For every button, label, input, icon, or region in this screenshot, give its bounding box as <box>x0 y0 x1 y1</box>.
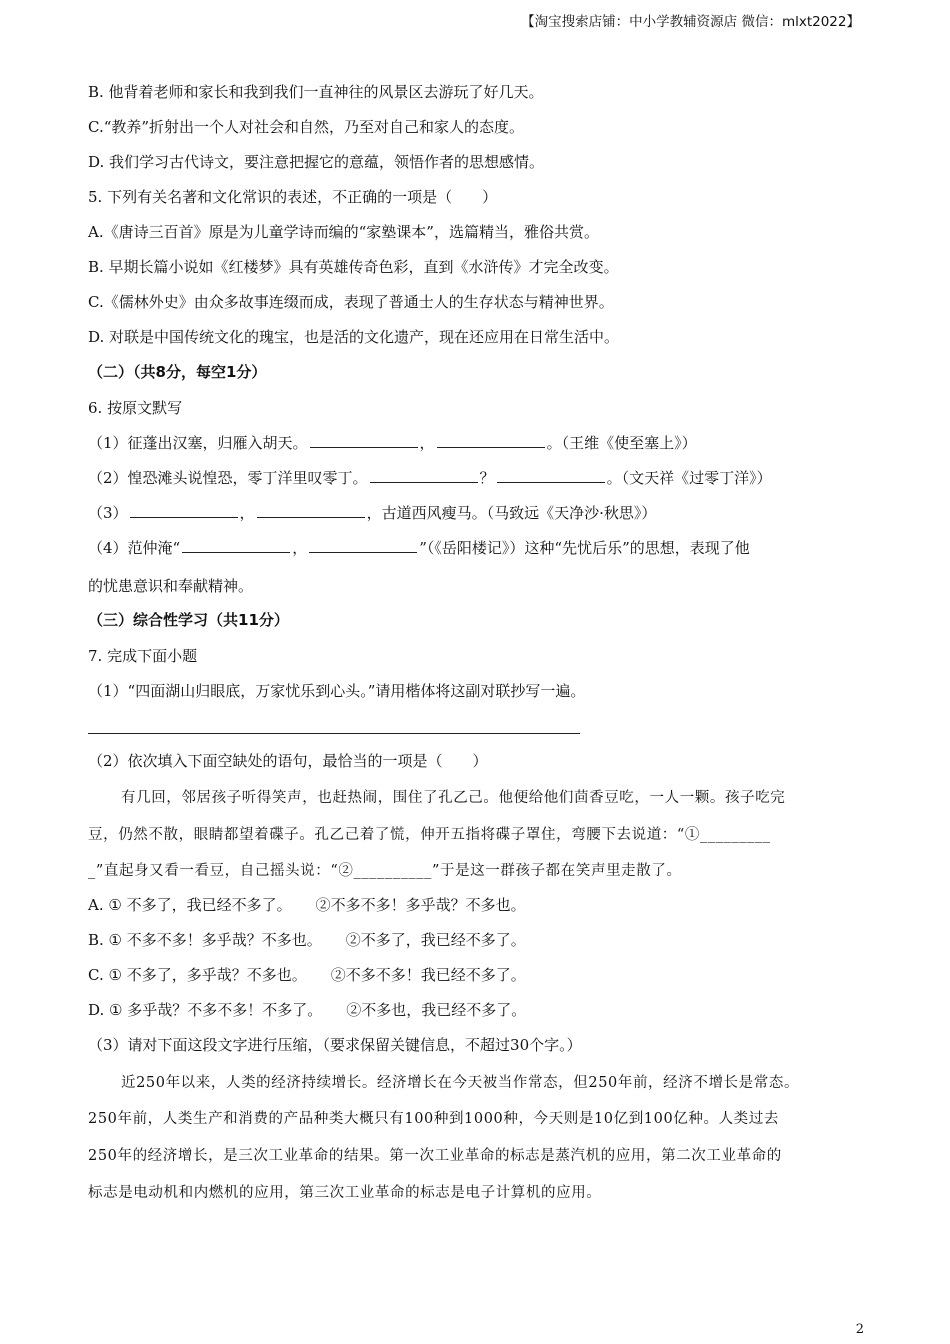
option-b-part2: ②不多了，我已经不多了。 <box>345 931 526 949</box>
fill-blank[interactable] <box>310 433 418 448</box>
q6-line-3-sep: ， <box>239 504 255 522</box>
q6-line-1-source: 。（王维《使至塞上》） <box>546 434 697 452</box>
q4-option-d: D. 我们学习古代诗文，要注意把握它的意蕴，领悟作者的思想感情。 <box>88 153 545 171</box>
q7-stem: 7. 完成下面小题 <box>88 647 198 665</box>
q6-line-2-text: （2）惶恐滩头说惶恐，零丁洋里叹零丁。 <box>88 469 368 487</box>
fill-blank[interactable] <box>130 503 238 518</box>
q7-option-b <box>88 930 526 950</box>
q5-option-a: A.《唐诗三百首》原是为儿童学诗而编的“家塾课本”，选篇精当，雅俗共赏。 <box>88 223 599 241</box>
q6-line-1-text: （1）征蓬出汉塞，归雁入胡天。 <box>88 434 308 452</box>
q6-line-4 <box>88 538 750 558</box>
q5-option-d: D. 对联是中国传统文化的瑰宝，也是活的文化遗产，现在还应用在日常生活中。 <box>88 328 620 346</box>
q5-option-c: C.《儒林外史》由众多故事连缀而成，表现了普通士人的生存状态与精神世界。 <box>88 293 614 311</box>
option-a-part1: A. ① 不多了，我已经不多了。 <box>88 896 292 914</box>
fill-blank[interactable] <box>370 468 478 483</box>
fill-blank[interactable] <box>437 433 545 448</box>
q7-part2: （2）依次填入下面空缺处的语句，最恰当的一项是（ ） <box>88 752 488 770</box>
q6-line-4-sep: ， <box>292 539 308 557</box>
fill-blank[interactable] <box>257 503 365 518</box>
q7-part1: （1）“四面湖山归眼底，万家忧乐到心头。”请用楷体将这副对联抄写一遍。 <box>88 682 586 700</box>
q4-option-b: B. 他背着老师和家长和我到我们一直神往的风景区去游玩了好几天。 <box>88 83 544 101</box>
q6-line-1 <box>88 433 697 453</box>
page-number: 2 <box>855 1322 864 1337</box>
passage-line: 250年的经济增长，是三次工业革命的结果。第一次工业革命的标志是蒸汽机的应用，第二次工业革命的 <box>88 1148 782 1164</box>
passage-line: 250年前，人类生产和消费的产品种类大概只有100种到1000种，今天则是10亿到100亿种。人类过去 <box>88 1111 779 1127</box>
q6-line-1-sep: ， <box>419 434 435 452</box>
passage-line: 豆，仍然不散，眼睛都望着碟子。孔乙己着了慌，伸开五指将碟子罩住，弯腰下去说道：“①_________ <box>88 827 771 843</box>
option-d-part1: D. ① 多乎哉？不多不多！不多了。 <box>88 1001 323 1019</box>
passage-line: 有几回，邻居孩子听得笑声，也赶热闹，围住了孔乙己。他便给他们茴香豆吃，一人一颗。孩子吃完 <box>121 790 786 806</box>
q6-line-3-source: ，古道西风瘦马。（马致远《天净沙·秋思》） <box>366 504 657 522</box>
q4-option-c: C.“教养”折射出一个人对社会和自然，乃至对自己和家人的态度。 <box>88 118 525 136</box>
q6-line-2 <box>88 468 772 488</box>
q7-part3: （3）请对下面这段文字进行压缩，（要求保留关键信息，不超过30个字。） <box>88 1036 582 1054</box>
option-c-part1: C. ① 不多了，多乎哉？不多也。 <box>88 966 307 984</box>
q5-option-b: B. 早期长篇小说如《红楼梦》具有英雄传奇色彩，直到《水浒传》才完全改变。 <box>88 258 619 276</box>
passage-line: _”直起身又看一看豆，自己摇头说：“②__________”于是这一群孩子都在笑声里走散了。 <box>88 863 682 879</box>
q6-line-3-text: （3） <box>88 504 128 522</box>
fill-blank[interactable] <box>182 538 290 553</box>
option-a-part2: ②不多不多！多乎哉？不多也。 <box>315 896 526 914</box>
option-c-part2: ②不多不多！我已经不多了。 <box>330 966 526 984</box>
section3-title: （三）综合性学习（共11分） <box>88 611 289 629</box>
q6-stem: 6. 按原文默写 <box>88 399 183 417</box>
option-b-part1: B. ① 不多不多！多乎哉？不多也。 <box>88 931 322 949</box>
q7-option-a <box>88 895 526 915</box>
passage-line: 近250年以来，人类的经济持续增长。经济增长在今天被当作常态，但250年前，经济不增长是常态。 <box>121 1075 800 1091</box>
q6-line-4-text: （4）范仲淹“ <box>88 539 181 557</box>
q6-line-3 <box>88 503 656 523</box>
q6-line-4-continued: 的忧患意识和奉献精神。 <box>88 577 254 595</box>
fill-blank[interactable] <box>497 468 605 483</box>
option-d-part2: ②不多也，我已经不多了。 <box>346 1001 527 1019</box>
passage-line: 标志是电动机和内燃机的应用，第三次工业革命的标志是电子计算机的应用。 <box>88 1185 602 1201</box>
q7-option-c <box>88 965 526 985</box>
q5-stem: 5. 下列有关名著和文化常识的表述，不正确的一项是（ ） <box>88 188 498 206</box>
q6-line-2-sep: ？ <box>479 469 495 487</box>
page-header: 【淘宝搜索店铺：中小学教辅资源店 微信：mlxt2022】 <box>521 14 860 30</box>
q6-line-2-source: 。（文天祥《过零丁洋》） <box>606 469 772 487</box>
fill-blank[interactable] <box>309 538 417 553</box>
q7-option-d <box>88 1000 526 1020</box>
answer-line[interactable] <box>88 733 580 734</box>
q6-line-4-source: ”（《岳阳楼记》）这种“先忧后乐”的思想，表现了他 <box>419 539 750 557</box>
section2-title: （二）（共8分，每空1分） <box>88 363 267 381</box>
